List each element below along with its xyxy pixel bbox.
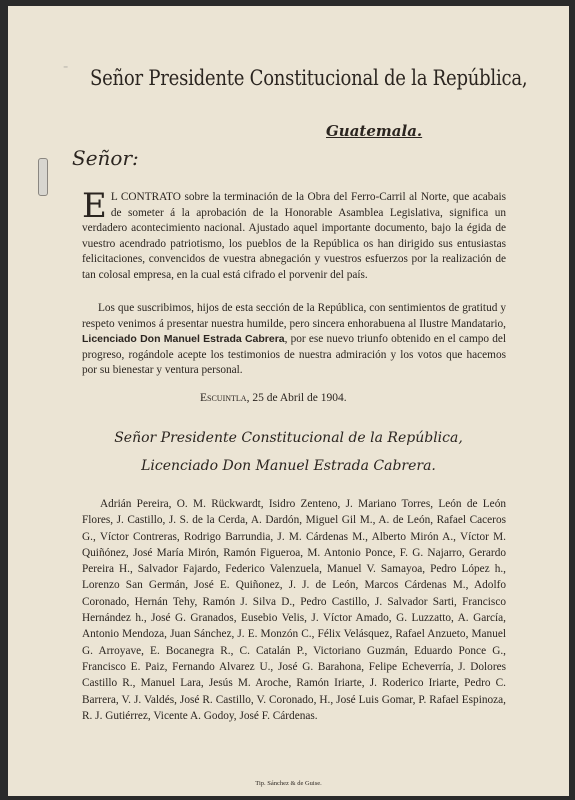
paragraph-1-lead: L CONTRATO bbox=[110, 191, 181, 203]
address-line-2: Licenciado Don Manuel Estrada Cabrera. bbox=[141, 458, 436, 474]
date-line bbox=[200, 392, 347, 404]
paragraph-1 bbox=[82, 186, 506, 284]
paragraph-2-text-after: , por ese nuevo triunfo obtenido en el campo del progreso, rogándole acepte los testimonios de nuestra admiración y los votos que hacemos por su bienestar y ventura personal. bbox=[82, 333, 507, 377]
drop-cap: E bbox=[82, 186, 107, 226]
address-line-1: Señor Presidente Constitucional de la República, bbox=[114, 430, 463, 446]
printer-imprint: Tip. Sánchez & de Guise. bbox=[255, 780, 322, 787]
paragraph-2 bbox=[82, 301, 506, 379]
paragraph-2-text-before: Los que suscribimos, hijos de esta sección de la República, con sentimientos de gratitud y respeto venimos á presentar nuestra humilde, pero sincera enhorabuena al Ilustre Mandatario, bbox=[82, 302, 506, 330]
paragraph-2-bold-name: Licenciado Don Manuel Estrada Cabrera bbox=[82, 333, 285, 346]
fold-mark: ⁻ bbox=[63, 64, 69, 75]
paragraph-1-text: sobre la terminación de la Obra del Ferro-Carril al Norte, que acabais de someter á la aprobación de la Honorable Asamblea Legislativa, significa un verdadero acontecimiento nacional. Ajustado aquel importante documento, bajo la égida de vuestro acendrado patriotismo, los pueblos de la República os han dirigido sus entusiastas felicitaciones, convencidos de vuestra abnegación y vuestros esfuerzos por la realización de tan colosal empresa, en la cual está cifrado el porvenir del país. bbox=[82, 191, 506, 281]
signatories-list: Adrián Pereira, O. M. Rückwardt, Isidro Zenteno, J. Mariano Torres, León de León Flores, J. Castillo, J. S. de la Cerda, A. Dardón, Miguel Gil M., A. de León, Rafael Caceros G., Víctor Contreras, Rodrigo Barrundia, J. M. Cárdenas M., Alberto Mirón A., Víctor M. Quiñónez, José María Mirón, Ramón Figueroa, M. Antonio Ponce, F. G. Najarro, Gerardo Pereira H., Salvador Fajardo, Federico Valenzuela, Manuel V. Samayoa, Pedro López h., Lorenzo San Germán, José E. Quiñonez, J. J. de León, Marcos Cárdenas M., Adolfo Coronado, Hernán Tehy, Ramón J. Silva D., Pedro Castillo, J. Salvador Sarti, Francisco Hernández h., José G. Granados, Eusebio Velis, J. Víctor Amado, G. Luzzatto, A. García, Antonio Mendoza, Juan Sánchez, J. E. Monzón C., Félix Velásquez, Rafael Anzueto, Manuel G. Arroyave, E. Bocanegra R., C. Catalán P., Victoriano Guzmán, Eduardo Ponce G., Francisco E. Paiz, Fernando Alvarez U., José G. Barahona, Felipe Echeverría, J. Dolores Castillo R., Manuel Lara, Jesús M. Aroche, Ramón Iriarte, J. Roderico Iriarte, Pedro C. Barrera, V. J. Valdés, José R. Castillo, V. Coronado, H., José Luis Gomar, P. Rafael Espinoza, R. J. Gutiérrez, Vicente A. Godoy, José F. Cárdenas. bbox=[82, 498, 506, 722]
date-text: 25 de Abril de 1904. bbox=[249, 392, 347, 404]
document-heading: Señor Presidente Constitucional de la República, bbox=[90, 66, 528, 90]
date-place: Escuintla, bbox=[200, 392, 250, 404]
salutation: Señor: bbox=[72, 146, 139, 170]
document-page bbox=[8, 6, 569, 796]
place-name: Guatemala. bbox=[326, 122, 423, 140]
paper-clip-mark bbox=[38, 158, 48, 196]
